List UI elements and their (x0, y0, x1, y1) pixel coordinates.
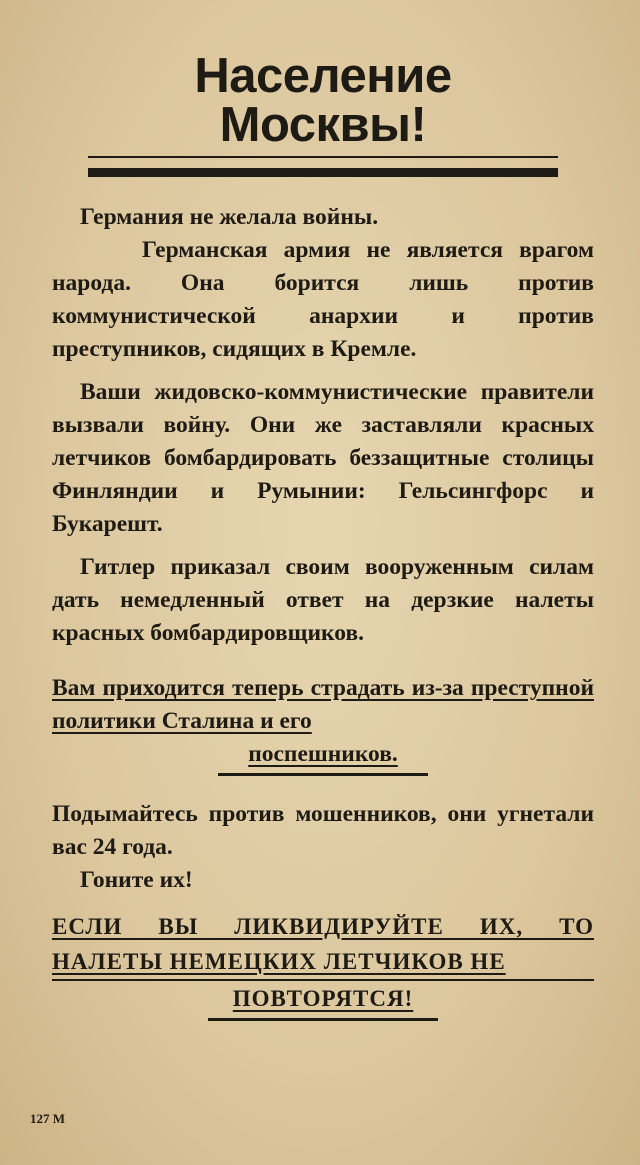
paragraph-line: Гоните их! (80, 867, 193, 893)
paragraph: Гитлер приказал своим вооруженным силам дать немедленный ответ на дерзкие налеты красных бомбардировщиков. (52, 554, 594, 646)
leaflet-title: Население Москвы! (88, 52, 558, 158)
underlined-paragraph: Вам приходится теперь страдать из-за преступной политики Сталина и его (52, 675, 594, 734)
title-underline-bar (88, 168, 558, 177)
caps-paragraph-end: ПОВТОРЯТСЯ! (232, 986, 414, 1011)
paragraph: Ваши жидовско-коммунистические правители вызвали войну. Они же заставляли красных летчиков бомбардировать беззащитные столицы Финляндии и Румынии: Гельсингфорс и Букарешт. (52, 379, 594, 537)
paragraph: Подымайтесь против мошенников, они угнетали вас 24 года. (52, 801, 594, 860)
paragraph: Германская армия не является врагом народа. Она борится лишь против коммунистической анархии и против преступников, сидящих в Кремле. (52, 237, 594, 362)
print-code: 127 M (30, 1111, 66, 1126)
underlined-paragraph-end: поспешников. (248, 741, 398, 767)
caps-paragraph: ЕСЛИ ВЫ ЛИКВИДИРУЙТЕ ИХ, ТО НАЛЕТЫ НЕМЕЦКИХ ЛЕТЧИКОВ НЕ (52, 914, 594, 974)
divider (208, 1018, 438, 1021)
paragraph-line: Германия не желала войны. (80, 204, 379, 230)
